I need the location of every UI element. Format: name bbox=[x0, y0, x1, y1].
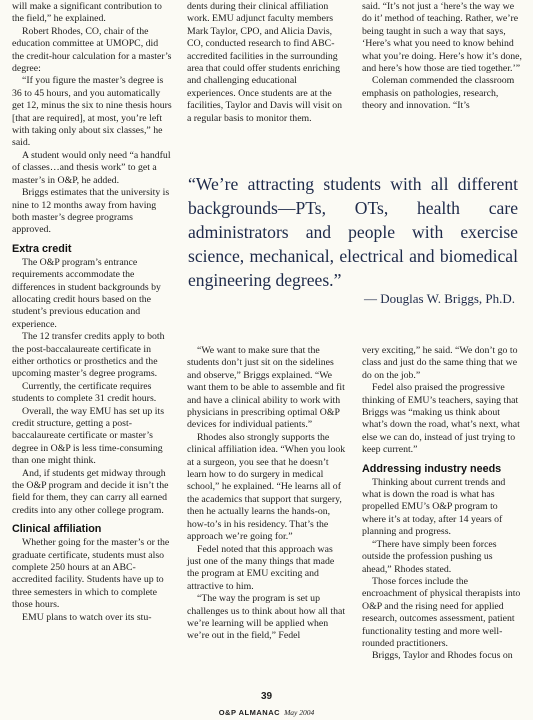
section-heading-addressing-industry-needs: Addressing industry needs bbox=[362, 462, 502, 475]
paragraph: said. “It’s not just a ‘here’s the way we do it’ method of teaching. Rather, we’re being taught in such a way that says, ‘Here’s what you need to know behind what you’re doing. Here’s how it’s done, and here’s how those are tied together.’” bbox=[362, 1, 522, 75]
paragraph: “We want to make sure that the students don’t just sit on the sidelines and observe,” Briggs explained. “We want them to be able to assemble and fit and have a clinical ability to work with physicians in prescribing optimal O&P devices for individual patients.” bbox=[187, 345, 345, 431]
paragraph: Those forces include the encroachment of physical therapists into O&P and the rising need for applied research, outcomes assessment, patient functionality testing and more well-rounded practitioners. bbox=[362, 575, 521, 649]
paragraph: Coleman commended the classroom emphasis on pathologies, research, theory and innovation. “It’s bbox=[362, 75, 515, 112]
page-footer bbox=[0, 692, 533, 720]
paragraph: “The way the program is set up challenges us to think about how all that we’re learning will be applied when we’re out in the field,” Fedel bbox=[187, 593, 346, 642]
paragraph: very exciting,” he said. “We don’t go to class and just do the same thing that we do on the job.” bbox=[362, 345, 518, 381]
column-middle-top bbox=[187, 1, 347, 125]
paragraph: Thinking about current trends and what is down the road is what has propelled EMU’s O&P program to where it’s at today, after 14 years of planning and progress. bbox=[362, 476, 506, 538]
paragraph: Rhodes also strongly supports the clinical affiliation idea. “When you look at a surgeon, you see that he doesn’t learn how to do surgery in medical school,” he explained. “He learns all of the academics that support that surgery, then he actually learns the hands-on, how-to’s in his residency. That’s the approach we’re going for.” bbox=[187, 431, 346, 543]
paragraph: And, if students get midway through the O&P program and decide it isn’t the field for them, they can carry all earned credits into any other college program. bbox=[12, 467, 169, 516]
paragraph: A student would only need “a handful of classes…and thesis work” to get a master’s in O&P, he added. bbox=[12, 149, 171, 186]
paragraph: dents during their clinical affiliation work. EMU adjunct faculty members Mark Taylor, CPO, and Alicia Davis, CO, conducted research to find ABC-accredited facilities in the surrounding area that could offer students enriching and challenging educational experiences. Once students are at the facilities, Taylor and Davis will visit on a regular basis to monitor them. bbox=[187, 1, 343, 124]
paragraph: “If you figure the master’s degree is 36 to 45 hours, and you automatically get 12, minus the six to nine thesis hours [that are required], at most, you’re left with taking only about six classes,” he said. bbox=[12, 75, 172, 149]
paragraph: Robert Rhodes, CO, chair of the education committee at UMOPC, did the credit-hour calculation for a master’s degree: bbox=[12, 25, 172, 75]
pull-quote-attribution: — Douglas W. Briggs, Ph.D. bbox=[364, 291, 515, 306]
section-heading-extra-credit: Extra credit bbox=[12, 242, 72, 255]
issue-date: May 2004 bbox=[284, 708, 315, 717]
column-right-bottom bbox=[362, 345, 524, 663]
paragraph: The 12 transfer credits apply to both the post-baccalaureate certificate in either orthotics or prosthetics and the upcoming master’s degree programs. bbox=[12, 331, 165, 380]
column-middle-bottom bbox=[187, 345, 347, 643]
paragraph: Fedel noted that this approach was just one of the many things that made the program at EMU exciting and attractive to him. bbox=[187, 543, 335, 592]
page-number: 39 bbox=[260, 691, 273, 702]
paragraph: will make a significant contribution to the field,” he explained. bbox=[12, 1, 162, 25]
column-right-top bbox=[362, 1, 524, 113]
paragraph: Overall, the way EMU has set up its credit structure, getting a post-baccalaureate certificate or master’s degree in O&P is less time-consuming than one might think. bbox=[12, 405, 165, 467]
section-heading-clinical-affiliation: Clinical affiliation bbox=[12, 523, 102, 536]
paragraph: Fedel also praised the progressive thinking of EMU’s teachers, saying that Briggs was “making us think about what’s down the road, what’s next, what else we can do, instead of just trying to keep current.” bbox=[362, 382, 520, 456]
paragraph: Briggs, Taylor and Rhodes focus on bbox=[372, 650, 513, 662]
paragraph: EMU plans to watch over its stu- bbox=[22, 611, 152, 623]
paragraph: Whether going for the master’s or the graduate certificate, students must also complete 250 hours at an ABC-accredited facility. Students have up to three semesters in which to complete those hours. bbox=[12, 537, 170, 611]
paragraph: Briggs estimates that the university is nine to 12 months away from having both master’s degree programs approved. bbox=[12, 187, 170, 236]
paragraph: The O&P program’s entrance requirements accommodate the differences in student backgrounds by allocating credit hours based on the student’s previous education and experience. bbox=[12, 256, 161, 330]
paragraph: Currently, the certificate requires students to complete 31 credit hours. bbox=[12, 380, 157, 405]
column-left bbox=[12, 1, 172, 624]
publication-name: O&P ALMANAC bbox=[218, 708, 281, 717]
pull-quote: “We’re attracting students with all different backgrounds—PTs, OTs, health care administrators and people with exercise science, mechanical, electrical and biomedical engineering degrees.” bbox=[188, 174, 518, 290]
paragraph: “There have simply been forces outside the profession pushing us ahead,” Rhodes stated. bbox=[362, 538, 497, 575]
